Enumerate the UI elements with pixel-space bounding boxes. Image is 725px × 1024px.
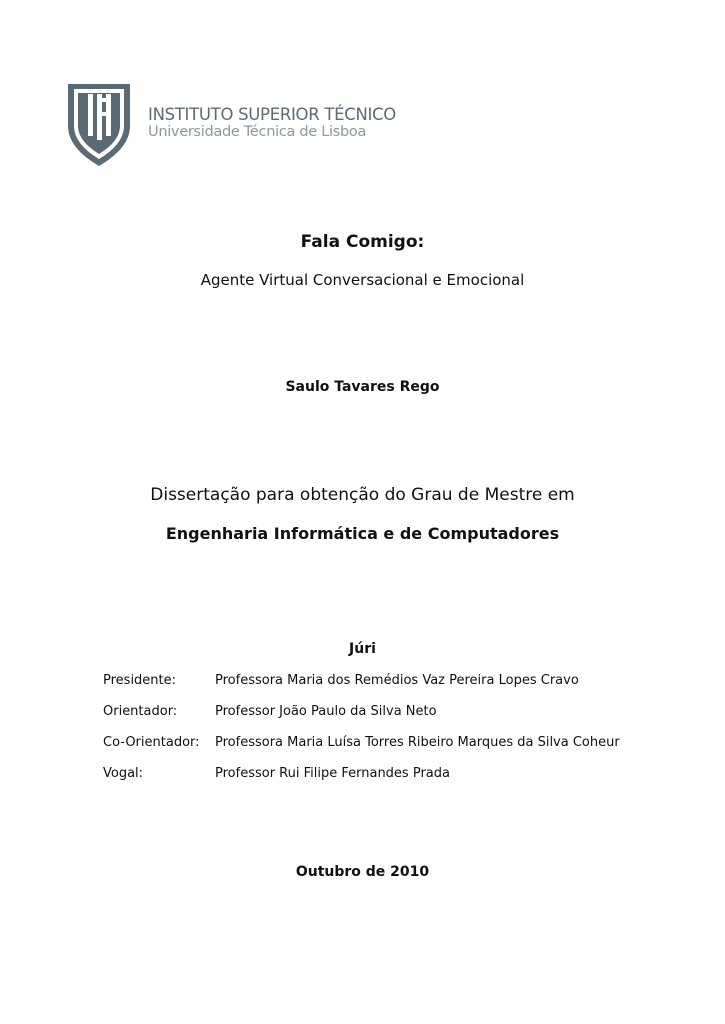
jury-role: Co-Orientador:	[103, 735, 200, 750]
degree-statement: Dissertação para obtenção do Grau de Mestre em	[150, 485, 575, 505]
jury-member-name: Professor João Paulo da Silva Neto	[215, 704, 437, 719]
jury-heading: Júri	[349, 641, 376, 657]
jury-member-name: Professor Rui Filipe Fernandes Prada	[215, 766, 450, 781]
jury-member-name: Professora Maria Luísa Torres Ribeiro Marques da Silva Coheur	[215, 735, 620, 750]
jury-role: Orientador:	[103, 704, 178, 719]
degree-course: Engenharia Informática e de Computadores	[165, 524, 560, 543]
jury-role: Vogal:	[103, 766, 144, 781]
thesis-title: Fala Comigo:	[300, 232, 425, 252]
author-name: Saulo Tavares Rego	[285, 379, 440, 395]
institution-subtitle: Universidade Técnica de Lisboa	[148, 124, 367, 140]
institution-logo	[68, 84, 396, 168]
institution-name: INSTITUTO SUPERIOR TÉCNICO	[148, 105, 396, 124]
submission-date: Outubro de 2010	[295, 864, 430, 880]
thesis-subtitle: Agente Virtual Conversacional e Emocional	[200, 271, 525, 289]
ist-shield-icon	[68, 84, 130, 166]
jury-role: Presidente:	[103, 673, 177, 688]
jury-member-name: Professora Maria dos Remédios Vaz Pereira Lopes Cravo	[215, 673, 579, 688]
